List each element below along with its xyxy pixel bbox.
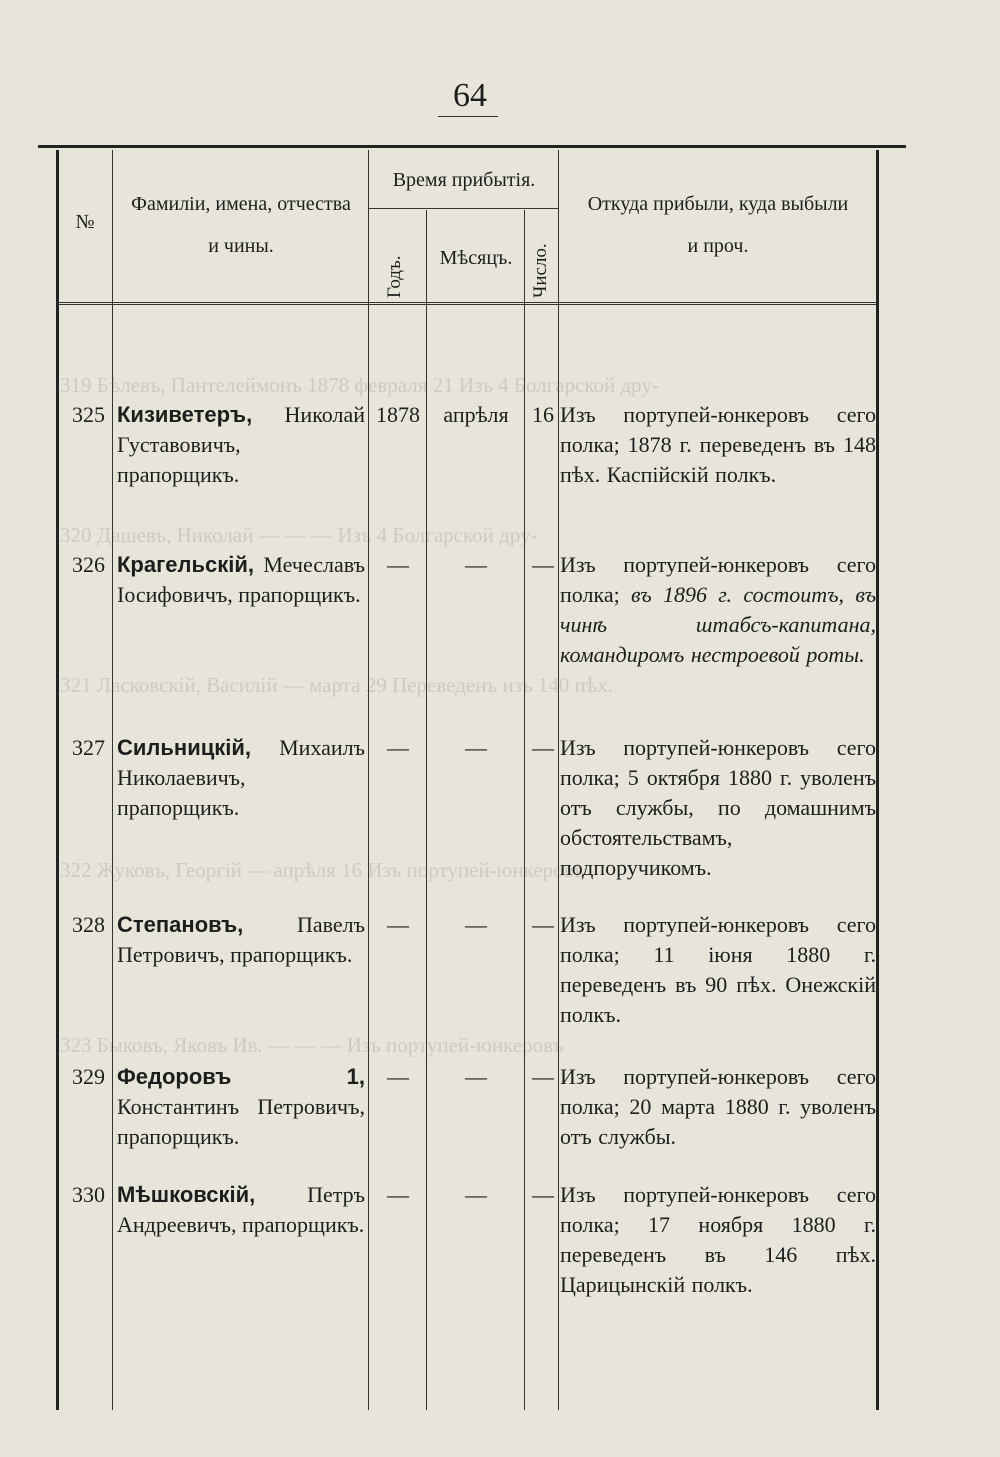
note-text: Изъ портупей-юнкеровъ сего полка; 5 октября 1880 г. уволенъ отъ службы, по домашнимъ обстоятельствамъ, подпоручикомъ. <box>560 735 876 880</box>
column-divider <box>558 150 559 1410</box>
person-name <box>117 1062 365 1152</box>
arrival-month: апрѣля <box>443 402 509 427</box>
bleed-through-text: 323 Быковъ, Яковъ Ив. — — — Изъ портупей-юнкеровъ <box>60 1033 564 1057</box>
row-number: 330 <box>72 1182 105 1207</box>
header-info-line1: Откуда прибыли, куда выбыли <box>587 193 849 215</box>
name-rest: Михаилъ Николаевичъ, прапорщикъ. <box>117 735 365 820</box>
arrival-day: — <box>532 1064 554 1089</box>
arrival-month: — <box>465 1064 487 1089</box>
name-rest: Павелъ Петровичъ, прапорщикъ. <box>117 912 365 967</box>
header-arrival: Время прибытія. <box>392 169 536 191</box>
arrival-month: — <box>465 552 487 577</box>
row-number: 325 <box>72 402 105 427</box>
arrival-year: — <box>387 735 409 760</box>
header-day: Число. <box>530 243 551 298</box>
arrival-year: — <box>387 1064 409 1089</box>
note-italic: въ 1896 г. состоитъ, въ чинѣ штабсъ-капитана, командиромъ нестроевой роты. <box>560 582 877 667</box>
arrival-day: 16 <box>532 402 554 427</box>
page-number-rule <box>438 116 498 117</box>
header-month: Мѣсяцъ. <box>439 247 513 269</box>
arrival-month: — <box>465 1182 487 1207</box>
header-name-line2: и чины. <box>208 235 274 257</box>
person-name <box>117 550 365 610</box>
surname: Кизиветеръ, <box>117 402 253 427</box>
service-note <box>560 733 876 883</box>
arrival-day: — <box>532 1182 554 1207</box>
row-number: 328 <box>72 912 105 937</box>
surname: Степановъ, <box>117 912 244 937</box>
note-text: Изъ портупей-юнкеровъ сего полка; 17 ноября 1880 г. переведенъ въ 146 пѣх. Царицынскій полкъ. <box>560 1182 876 1297</box>
row-number: 327 <box>72 735 105 760</box>
name-rest: Константинъ Петровичъ, прапорщикъ. <box>117 1094 365 1149</box>
person-name <box>117 400 365 490</box>
arrival-month: — <box>465 735 487 760</box>
header-info-line2: и проч. <box>687 235 749 257</box>
person-name <box>117 910 365 970</box>
header-number: № <box>75 211 95 233</box>
arrival-day: — <box>532 735 554 760</box>
table-right-border <box>876 150 879 1410</box>
service-note <box>560 910 876 1030</box>
person-name <box>117 733 365 823</box>
column-divider <box>426 210 427 1410</box>
note-text: Изъ портупей-юнкеровъ сего полка; <box>560 552 876 607</box>
table-left-border <box>56 150 59 1410</box>
arrival-year: — <box>387 552 409 577</box>
name-rest: Петръ Андреевичъ, прапорщикъ. <box>117 1182 365 1237</box>
bleed-through-text: 321 Ласковскій, Василій — марта 29 Переведенъ изъ 140 пѣх. <box>60 673 613 697</box>
service-note <box>560 1180 876 1300</box>
bleed-through-text: 322 Жуковъ, Георгій — апрѣля 16 Изъ портупей-юнкеровъ <box>60 858 584 882</box>
surname: Мѣшковскій, <box>117 1182 256 1207</box>
surname: Крагельскій, <box>117 552 254 577</box>
note-text: Изъ портупей-юнкеровъ сего полка; 20 марта 1880 г. уволенъ отъ службы. <box>560 1064 876 1149</box>
name-rest: Мечеславъ Іосифовичъ, прапорщикъ. <box>117 552 365 607</box>
arrival-year: 1878 <box>376 402 420 427</box>
bleed-through-text: 320 Дашевъ, Николай — — — Изъ 4 Болгарской дру- <box>60 523 538 547</box>
header-name-line1: Фамиліи, имена, отчества <box>131 193 351 215</box>
arrival-day: — <box>532 912 554 937</box>
column-divider <box>524 210 525 1410</box>
arrival-year: — <box>387 1182 409 1207</box>
row-number: 326 <box>72 552 105 577</box>
header-year: Годъ. <box>384 255 405 298</box>
service-note <box>560 1062 876 1152</box>
row-number: 329 <box>72 1064 105 1089</box>
service-note <box>560 400 876 490</box>
table-top-rule <box>38 145 906 148</box>
surname: Сильницкій, <box>117 735 252 760</box>
arrival-year: — <box>387 912 409 937</box>
arrival-day: — <box>532 552 554 577</box>
note-text: Изъ портупей-юнкеровъ сего полка; 11 іюня 1880 г. переведенъ въ 90 пѣх. Онежскій полкъ. <box>560 912 876 1027</box>
column-divider <box>112 150 113 1410</box>
page-number: 64 <box>453 77 487 114</box>
bleed-through-text: 319 Бѣлевъ, Пантелеймонъ 1878 февраля 21 Изъ 4 Болгарской дру- <box>60 373 659 397</box>
column-divider <box>368 150 369 1410</box>
person-name <box>117 1180 365 1240</box>
note-text: Изъ портупей-юнкеровъ сего полка; 1878 г. переведенъ въ 148 пѣх. Каспійскій полкъ. <box>560 402 876 487</box>
name-rest: Николай Густавовичъ, прапорщикъ. <box>117 402 365 487</box>
header-bottom-rule <box>58 302 876 305</box>
arrival-subheader-rule <box>368 208 558 209</box>
surname: Федоровъ 1, <box>117 1064 365 1089</box>
service-note <box>560 550 876 670</box>
arrival-month: — <box>465 912 487 937</box>
